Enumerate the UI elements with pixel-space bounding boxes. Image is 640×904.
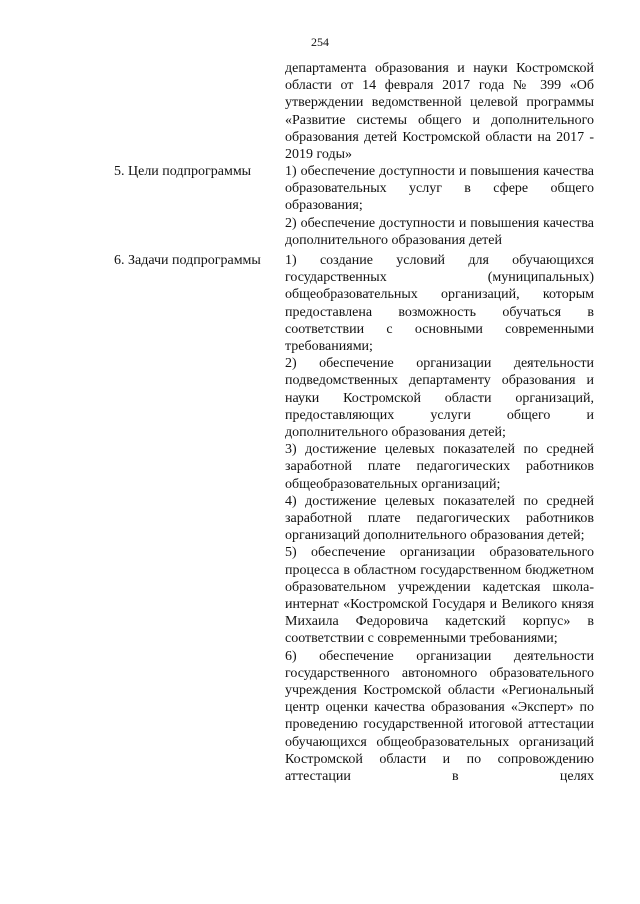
intro-paragraph: департамента образования и науки Костромской области от 14 февраля 2017 года № 399 «Об утверждении ведомственной целевой программы «Развитие системы общего и дополнительного образования детей Костромской области на 2017 - 2019 годы» [285, 61, 594, 163]
section-6-items [285, 252, 594, 785]
section-5-item-2: 2) обеспечение доступности и повышения качества дополнительного образования детей [285, 215, 594, 248]
section-6-item-5: 5) обеспечение организации образовательного процесса в областном государственном бюджетном образовательном учреждении кадетская школа-интернат «Костромской Государя и Великого князя Михаила Федоровича кадетский корпус» в соответствии с современными требованиями; [285, 545, 594, 647]
section-5-item-1: 1) обеспечение доступности и повышения качества образовательных услуг в сфере общего образования; [285, 164, 594, 214]
section-5-items [285, 163, 594, 249]
page-number: 254 [311, 35, 329, 49]
intro-cell [285, 60, 594, 163]
section-6-item-2: 2) обеспечение организации деятельности подведомственных департаменту образования и науки Костромской области организаций, предоставляющих услуги общего и дополнительного образования детей; [285, 356, 594, 441]
section-6-item-4: 4) достижение целевых показателей по средней заработной плате педагогических работников организаций дополнительного образования детей; [285, 493, 594, 544]
section-6-item-1: 1) создание условий для обучающихся государственных (муниципальных) общеобразовательных организаций, которым предоставлена возможность обучаться в соответствии с основными современными требованиями; [285, 253, 594, 355]
section-6-label: 6. Задачи подпрограммы [114, 253, 261, 268]
section-5-label: 5. Цели подпрограммы [114, 164, 252, 179]
section-6-item-3: 3) достижение целевых показателей по средней заработной плате педагогических работников общеобразовательных организаций; [285, 442, 594, 492]
section-6-item-6: 6) обеспечение организации деятельности государственного автономного образовательного учреждения Костромской области «Региональный центр оценки качества образования «Эксперт» по проведению государственной итоговой аттестации обучающихся общеобразовательных организаций Костромской области и по сопровождению аттестации в целях [285, 648, 594, 785]
